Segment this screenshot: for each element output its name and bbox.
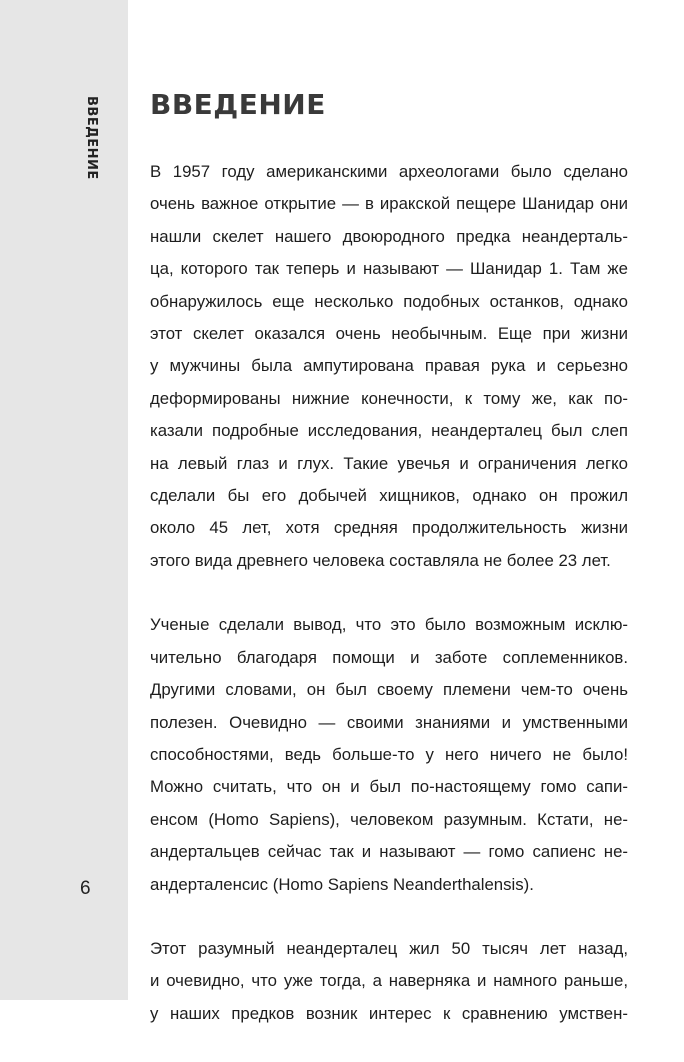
- text-line: этот скелет оказался очень необычным. Еще при жизни: [150, 324, 628, 344]
- text-line: и очевидно, что уже тогда, а наверняка и намного раньше,: [150, 971, 628, 991]
- text-line: деформированы нижние конечности, к тому же, как по-: [150, 388, 628, 408]
- text-line: полезен. Очевидно — своими знаниями и умственными: [150, 712, 628, 732]
- paragraph-2: [150, 609, 628, 901]
- body-text: [150, 156, 628, 1062]
- paragraph-3: [150, 933, 628, 1030]
- text-line: ца, которого так теперь и называют — Шанидар 1. Там же: [150, 259, 628, 279]
- text-line: на левый глаз и глух. Такие увечья и ограничения легко: [150, 453, 628, 473]
- text-line: Можно считать, что он и был по-настоящему гомо сапи-: [150, 777, 628, 797]
- text-line: андертальцев сейчас так и называют — гомо сапиенс не-: [150, 842, 628, 862]
- paragraph-1: [150, 156, 628, 577]
- running-head: ВВЕДЕНИЕ: [84, 96, 99, 180]
- text-line: у мужчины была ампутирована правая рука и серьезно: [150, 356, 628, 376]
- text-line: этого вида древнего человека составляла не более 23 лет.: [150, 550, 611, 570]
- text-line: у наших предков возник интерес к сравнению умствен-: [150, 1003, 628, 1023]
- text-line: В 1957 году американскими археологами было сделано: [150, 162, 628, 181]
- text-line: обнаружилось еще несколько подобных останков, однако: [150, 291, 628, 311]
- text-line: енсом (Homo Sapiens), человеком разумным. Кстати, не-: [150, 809, 628, 829]
- sidebar: [0, 0, 128, 1000]
- text-line: сделали бы его добычей хищников, однако он прожил: [150, 486, 628, 506]
- text-line: казали подробные исследования, неандерталец был слеп: [150, 421, 628, 441]
- text-line: Этот разумный неандерталец жил 50 тысяч лет назад,: [150, 938, 628, 958]
- text-line: нашли скелет нашего двоюродного предка неандерталь-: [150, 226, 628, 246]
- text-line: Другими словами, он был своему племени чем-то очень: [150, 680, 628, 700]
- page-number: 6: [80, 878, 91, 899]
- text-line: около 45 лет, хотя средняя продолжительность жизни: [150, 518, 628, 538]
- text-line: андерталенсис (Homo Sapiens Neanderthalensis).: [150, 874, 534, 894]
- text-line: Ученые сделали вывод, что это было возможным исклю-: [150, 615, 628, 635]
- chapter-title: ВВЕДЕНИЕ: [150, 88, 326, 121]
- text-line: способностями, ведь больше-то у него ничего не было!: [150, 744, 628, 764]
- text-line: очень важное открытие — в иракской пещере Шанидар они: [150, 194, 628, 214]
- text-line: чительно благодаря помощи и заботе соплеменников.: [150, 647, 628, 667]
